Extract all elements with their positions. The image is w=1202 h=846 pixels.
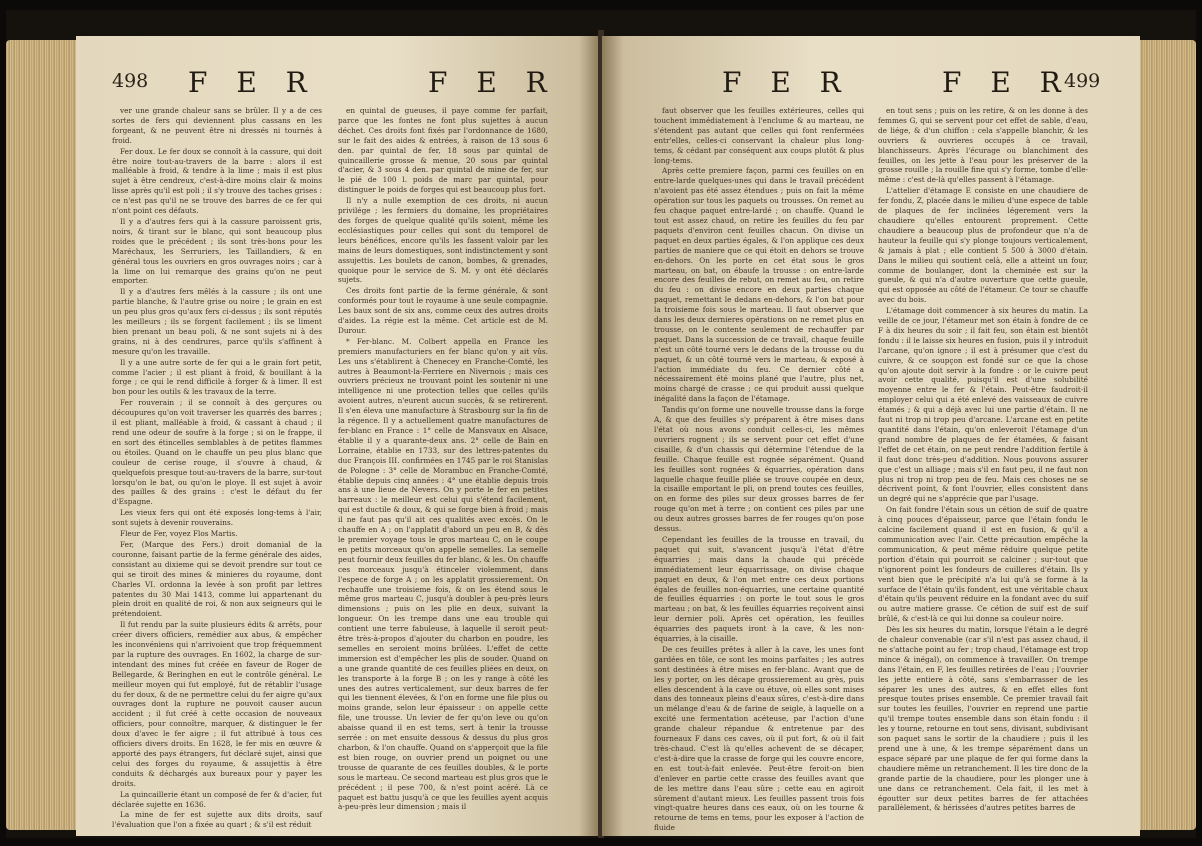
right-page-number: 499 (1064, 70, 1101, 92)
left-page-header (76, 66, 600, 106)
right-page-column-1 (654, 106, 864, 833)
right-page (602, 36, 1140, 836)
left-running-head-1: F E R (188, 66, 317, 99)
paragraph: Fer, (Marque des Fers.) droit domanial de la couronne, faisant partie de la ferme générale des aides, consistant au dixieme qui se devoit prendre sur tout ce qui se tiroit des mines & minieres du royaume, dont Charles VI. ordonna la levée à son profit par lettres patentes du 30 Mai 1413, comme lui appartenant du plein droit en qualité de roi, & non aux seigneurs qui le prétendoient. (112, 539, 322, 619)
left-running-head-2: F E R (428, 66, 557, 99)
right-running-head-2: F E R (942, 66, 1071, 99)
paragraph: Fleur de Fer, voyez Flos Martis. (120, 529, 238, 539)
paragraph: L'étamage doit commencer à six heures du matin. La veille de ce jour, l'étameur met son étain à fondre de ce F à dix heures du soir ; il fait feu, son étain est bientôt fondu : il le laisse six heures en fusion, puis il y introduit l'arcane, qu'on ignore ; il est à présumer que c'est du cuivre, & ce soupçon est fondé sur ce que la chose qu'on ajoute doit servir à la fondre : or le cuivre peut avoir cette qualité, puisqu'il est d'une solubilité moyenne entre le fer & l'étain. Peut-être faudroit-il employer celui qui a été enlevé des vaisseaux de cuivre étamés ; & qui a déjà avec lui une partie d'étain. Il ne faut ni trop ni trop peu d'arcane. L'arcane est en petite quantité dans l'étain, qu'on enleveroit l'étamage d'un grand nombre de plaques de fer étamées, & faisant l'effet de cet étain, on ne peut rendre l'addition fertile à il faut donc très-peu d'addition. Nous pouvons assurer que c'est un alliage ; mais s'il en faut peu, il ne faut non plus ni trop ni trop peu de feu. Mais ces choses ne se décrivent point, & font l'ouvrier, elles consistent dans un degré qui ne s'apprécie que par l'usage. (878, 306, 1088, 504)
paragraph: Fer rouverain ; il se connoît à des gerçures ou découpures qu'on voit traverser les quarrés des barres ; il est pliant, malléable à froid, & cassant à chaud ; il rend une odeur de soufre à la forge ; si on le frappe, il en sort des étincelles semblables à de petites flammes ou étoiles. Quand on le chauffe un peu plus blanc que couleur de cerise rouge, il s'ouvre à chaud, & quelquefois presque tout-au-travers de la barre, sur-tout lorsqu'on le bat, ou qu'on le ploye. Il est sujet à avoir des pailles & des grains : c'est le défaut du fer d'Espagne. (112, 398, 322, 507)
left-page-number: 498 (112, 70, 149, 92)
paragraph: ver une grande chaleur sans se brûler. Il y a de ces sortes de fers qui deviennent plus cassans en les forgeant, & ne peuvent être ni dressés ni tournés à froid. (112, 106, 322, 145)
left-page (76, 36, 600, 836)
paragraph: La mine de fer est sujette aux dits droits, sauf l'évaluation que l'on a fixée au quart ; & s'il est réduit (112, 810, 322, 830)
left-page-column-1 (112, 106, 322, 830)
open-book (6, 10, 1196, 838)
right-page-column-2 (878, 106, 1088, 818)
paragraph: Cependant les feuilles de la trousse en travail, du paquet qui suit, s'avancent jusqu'à l'état d'être équarries ; mais dans la chaude qui précède immédiatement leur équarrissage, on divise chaque paquet en deux, & l'on met entre ces deux portions égales de feuilles non-équarries, une certaine quantité de feuilles équarries : on porte le tout sous le gros marteau ; on bat, & les feuilles équarries reçoivent ainsi leur dernier poli. Après cet opération, les feuilles équarries des paquets iront à la cave, & les non-équarries, à la cisaille. (654, 534, 864, 644)
right-running-head-1: F E R (722, 66, 851, 99)
right-page-header (602, 66, 1140, 106)
paragraph: faut observer que les feuilles extérieures, celles qui touchent immédiatement à l'enclume & au marteau, ne s'étendent pas autant que celles qui font renfermées entr'elles, celles-ci conservant la chaleur plus long-tems, & cédant par conséquent aux coups plutôt & plus long-tems. (654, 106, 864, 165)
paragraph: Les vieux fers qui ont été exposés long-tems à l'air, sont sujets à devenir rouverains. (112, 508, 322, 528)
paragraph: Il n'y a nulle exemption de ces droits, ni aucun privilége ; les fermiers du domaine, les propriétaires des forges de quelque qualité qu'ils soient, même les ecclésiastiques pour celles qui sont du temporel de leurs bénéfices, encore qu'ils les fassent valoir par les mains de leurs domestiques, sont indistinctement y sont assujettis. Les boulets de canon, bombes, & grenades, quoique pour le service de S. M. y ont été déclarés sujets. (338, 196, 548, 285)
paragraph: Tandis qu'on forme une nouvelle trousse dans la forge A, & que des feuilles s'y préparent à être mises dans l'état où nous avons conduit celles-ci, les mêmes ouvriers rognent ; ils se servent pour cet effet d'une cisaille, & d'un chassis qui détermine l'étendue de la feuille. Chaque feuille est rognée séparément. Quand les feuilles sont rognées & équarries, opération dans laquelle chaque feuille pliée se trouve coupée en deux, la cisaille emportant le pli, on prend toutes ces feuilles, on en forme des piles sur deux grosses barres de fer rouge qu'on met à terre ; on contient ces piles par une ou deux autres grosses barres de fer rouges qu'on pose dessus. (654, 405, 864, 534)
paragraph: * Fer-blanc. M. Colbert appella en France les premiers manufacturiers en fer blanc qu'on y ait vûs. Les uns s'établirent à Chenecey en Franche-Comté, les autres à Beaumont-la-Ferriere en Nivernois ; mais ces ouvriers précieux ne trouvant point les soutenir ni une intelligence ni une protection telles que celles qu'ils avoient autres, n'eurent aucun succès, & se retirerent. Il s'en éleva une manufacture à Strasbourg sur la fin de la régence. Il y a actuellement quatre manufactures de fer-blanc en France : 1° celle de Mansvaux en Alsace, établie il y a quarante-deux ans. 2° celle de Bain en Lorraine, établie en 1733, sur des lettres-patentes du duc François III. confirmées en 1745 par le roi Stanislas de Pologne : 3° celle de Morambuc en Franche-Comté, établie depuis cinq années : 4° une établie depuis trois ans à une lieue de Nevers. On y porte le fer en petites barreaux : le meilleur est celui qui s'étend facilement, qui est ductile & doux, & qui se forge bien à froid ; mais il ne faut pas qu'il ait ces qualités avec excès. On le chauffe en A ; on l'applatit d'abord un peu en B, & dès le premier voyage tous le gros marteau C, on le coupe en petits morceaux qu'on appelle semelles. La semelle peut fournir deux feuilles du fer blanc, & les. On chauffe ces morceaux jusqu'à étinceler violemment, dans l'espece de forge A ; on les applatit grossierement. On rechauffe une troisieme fois, & on les étend sous le même gros marteau C, jusqu'à doubler à peu-près leurs dimensions ; puis on les plie en deux, suivant la longueur. On les trempe dans une eau trouble qui contient une terre fabuleuse, à laquelle il seroit peut-être très-à-propos d'ajouter du charbon en poudre, les semelles en seroient moins brûlées. L'effet de cette immersion est d'empêcher les plis de souder. Quand on a une grande quantité de ces feuilles pliées en deux, on les transporte à la forge B ; on les y range à côté les unes des autres verticalement, sur deux barres de fer qui les tiennent élevées, & l'on en forme une file plus ou moins grande, selon leur épaisseur : on appelle cette file, une trousse. Un levier de fer qu'on leve ou qu'on abaisse quand il en est tems, sert à tenir la trousse serrée : on met ensuite dessous & dessus du plus gros charbon, & l'on chauffe. Quand on s'apperçoit que la file est bien rouge, on ouvrier prend un poignet ou une trousse de quarante de ces feuilles doubles, & le porte sous le marteau. Ce second marteau est plus gros que le précédent ; il pese 700, & n'est point acéré. Là ce paquet est battu jusqu'à ce que les feuilles ayent acquis à-peu-près leur dimension ; mais il (338, 336, 548, 812)
paragraph: Fer doux. Le fer doux se connoît à la cassure, qui doit être noire tout-au-travers de la barre : alors il est malléable à froid, & tendre à la lime ; mais il est plus sujet à être cendreux, c'est-à-dire moins clair & moins lisse après qu'il est poli ; il s'y trouve des taches grises : ce n'est pas qu'il ne se trouve des barres de ce fer qui n'ont point ces défauts. (112, 146, 322, 216)
paragraph: Dès les six heures du matin, lorsque l'étain a le degré de chaleur convenable (car s'il n'est pas assez chaud, il ne s'attache point au fer ; trop chaud, l'étamage est trop mince & inégal), on commence à travailler. On trempe dans l'étain, en F, les feuilles retirées de l'eau ; l'ouvrier les jette entiere à côté, sans s'embarrasser de les séparer les unes des autres, & en effet elles font presque toutes prises ensemble. Ce premier travail fait sur toutes les feuilles, l'ouvrier en reprend une partie qu'il trempe toutes ensemble dans son étain fondu : il les y tourne, retourne en tout sens, divisant, subdivisant son paquet sans le sortir de la chaudiere ; puis il les prend une à une, & les trempe séparément dans un espace séparé par une plaque de fer qui forme dans la chaudiere même un retranchement. Il les tire donc de la grande partie de la chaudiere, pour les plonger une à une dans ce retranchement. Cela fait, il les met à égoutter sur deux petites barres de fer attachées parallèlement, & hérissées d'autres petites barres de (878, 625, 1088, 813)
paragraph: Il fut rendu par la suite plusieurs édits & arrêts, pour créer divers officiers, remédier aux abus, & empêcher les inconvéniens qui n'arrivoient que trop fréquemment par la rupture des ouvrages. En 1602, la charge de sur-intendant des mines fut créée en faveur de Roger de Bellegarde, & Beringhen en eut le contrôle général. Le meilleur moyen qui fut employé, fut de rétablir l'usage du fer doux, & de ne permettre celui du fer aigre qu'aux ouvrages dont la rupture ne pouvoit causer aucun accident ; il fut créé à cette occasion de nouveaux officiers, pour connoître, marquer, & distinguer le fer doux d'avec le fer aigre ; il fut attribué à tous ces officiers divers droits. En 1628, le fer mis en œuvre & apporté des pays étrangers, fut déclaré sujet, ainsi que celui des forges du royaume, & assujettis à être conduits & déchargés aux bureaux pour y payer les droits. (112, 620, 322, 788)
paragraph: De ces feuilles prêtes à aller à la cave, les unes font gardées en tôle, ce sont les moins parfaites ; les autres sont destinées à être mises en fer-blanc. Avant que de les y porter, on les décape grossierement au grès, puis elles descendent à la cave ou étuve, où elles sont mises dans des tonneaux pleins d'eaux sûres, c'est-à-dire dans un mélange d'eau & de farine de seigle, à laquelle on a excité une fermentation acéteuse, par l'action d'une grande chaleur répandue & entretenue par des fourneaux F dans ces caves, où il put fort, & où il fait très-chaud. C'est là qu'elles achevent de se décaper, c'est-à-dire que la crasse de forge qui les couvre encore, en est tout-à-fait enlevée. Peut-être feroit-on bien d'enlever en partie cette crasse des feuilles avant que de les mettre dans l'eau sûre ; cette eau en agiroit sûrement d'autant mieux. Les feuilles passent trois fois vingt-quatre heures dans ces eaux, où on les tourne & retourne de tems en tems, pour les exposer à l'action de fluide (654, 644, 864, 833)
paragraph: Il y a d'autres fers mêlés à la cassure ; ils ont une partie blanche, & l'autre grise ou noire ; le grain en est un peu plus gros qu'aux fers ci-dessus ; ils sont réputés les meilleurs ; ils se forgent facilement ; ils se liment bien prenant un beau poli, & ne sont sujets ni à des grains, ni à des cendrures, parce qu'ils s'affinent à mesure qu'on les travaille. (112, 287, 322, 356)
paragraph: en quintal de gueuses, il paye comme fer parfait, parce que les fontes ne font plus sujettes à aucun déchet. Ces droits font fixés par l'ordonnance de 1680, sur le fait des aides & entrées, à raison de 13 sous 6 den. par quintal de fer, 18 sous par quintal de quincaillerie grosse & menue, 20 sous par quintal d'acier, & 3 sous 4 den. par quintal de mine de fer, sur le pié de 100 l. poids de marc par quintal, pour distinguer le poids de forges qui est beaucoup plus fort. (338, 106, 548, 195)
paragraph: Il y a d'autres fers qui à la cassure paroissent gris, noirs, & tirant sur le blanc, qui sont beaucoup plus roides que le précédent ; ils sont très-bons pour les Maréchaux, les Serruriers, les Taillandiers, & en général tous les ouvriers en gros ouvrages noirs ; car à la lime on lui remarque des grains qu'on ne peut emporter. (112, 216, 322, 286)
right-page-edges (1140, 40, 1196, 830)
paragraph: L'attelier d'étamage E consiste en une chaudiere de fer fondu, Z, placée dans le milieu d'une espece de table de plaques de fer inclinées légerement vers la chaudiere qu'elles entourent proprement. Cette chaudiere a beaucoup plus de profondeur que n'a de hauteur la feuille qui s'y plonge toujours verticalement, & jamais à plat ; elle contient 5 500 à 3000 d'étain. Dans le milieu qui soutient celà, elle a atteint un four, comme de boulanger, dont la cheminée est sur la gueule, & qui n'a d'autre ouverture que cette gueule, qui est opposée au côté de l'étameur. Ce tour se chauffe avec du bois. (878, 186, 1088, 305)
paragraph: On fait fondre l'étain sous un cétion de suif de quatre à cinq pouces d'épaisseur, parce que l'étain fondu le calcine facilement quand il est en fusion, & qu'il a communication avec l'air. Cette précaution empêche la communication, & peut même réduire quelque petite portion d'étain qui pourroit se calciner ; sur-tout que n'ignorent point les fondeurs de cuilleres d'étain. Ils y vent bien que le précipité n'a lui qu'à se forme à la surface de l'étain qu'ils fondent, est une véritable chaux d'étain qu'ils peuvent réduire en la fondant avec du suif ou autre matiere grasse. Ce cétion de suif est de suif brûlé, & c'est-là ce qui lui donne sa couleur noire. (878, 505, 1088, 624)
paragraph: Ces droits font partie de la ferme générale, & sont conformés pour tout le royaume à une seule compagnie. Les baux sont de six ans, comme ceux des autres droits d'aides. La régie est la même. Cet article est de M. Durour. (338, 286, 548, 335)
left-page-edges (6, 40, 76, 830)
left-page-column-2 (338, 106, 548, 818)
paragraph: en tout sens ; puis on les retire, & on les donne à des femmes G, qui se servent pour cet effet de sable, d'eau, de liége, & d'un chiffon : cela s'appelle blanchir, & les ouvriers & ouvrieres occupés à ce travail, blanchisseurs. Après l'écurage ou blanchiment des feuilles, on les jette à l'eau pour les préserver de la grosse rouille ; la rouille fine qui s'y forme, tombe d'elle-même : c'est de-là qu'elles passent à l'étamage. (878, 106, 1088, 185)
paragraph: Après cette premiere façon, parmi ces feuilles on en entre-larde quelques-unes qui dans le travail précédent n'avoient pas été assez étendues ; puis on fait la même opération sur tous les paquets ou trousses. On remet au feu chaque paquet entre-lardé ; on chauffe. Quand le tout est assez chaud, on retire les feuilles du feu par paquets d'environ cent feuilles chacun. On divise un paquet en deux parties égales, & l'on applique ces deux parties de maniere que ce qui étoit en dehors se trouve en-dehors. On les porte en cet état sous le gros marteau, on bat, on ébaufe la trousse : on entre-larde encore des feuilles de rebut, on remet au feu, on retire du feu : on divise encore en deux parties chaque paquet, remettant le dedans en-dehors, & l'on bat pour la troisieme fois sous le marteau. Il faut observer que dans les deux dernieres opérations on ne remet plus en trousse, on le contente seulement de rechauffer par paquet. Dans la succession de ce travail, chaque feuille n'est un côté tourné vers le dedans de la trousse ou du paquet, & un côté tourné vers le marteau, & exposé à l'action immédiate du feu. Ce dernier côté a nécessairement été moins plané que l'autre, plus net, moins chargé de crasse ; ce qui produit aussi quelque inégalité dans la façon de l'étamage. (654, 166, 864, 404)
paragraph: La quincaillerie étant un composé de fer & d'acier, fut déclarée sujette en 1636. (112, 789, 322, 809)
paragraph: Il y a une autre sorte de fer qui a le grain fort petit, comme l'acier ; il est pliant à froid, & bouillant à la forge ; ce qui le rend difficile à forger & à limer. Il est bon pour les outils & les travaux de la terre. (112, 357, 322, 397)
